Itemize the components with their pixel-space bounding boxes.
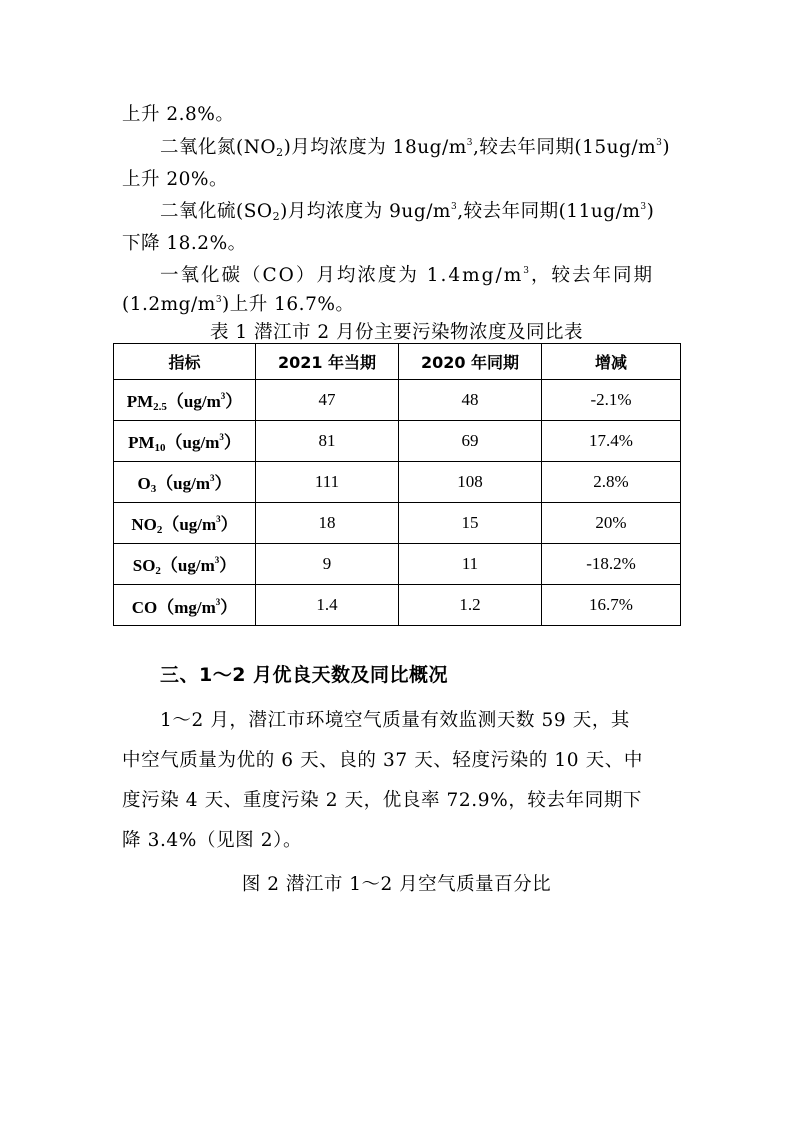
text-segment: (1.2mg/m xyxy=(122,294,216,315)
text-line: 下降 18.2%。 xyxy=(122,233,247,254)
text-segment: ,较去年同期(11ug/m xyxy=(457,201,641,222)
header-indicator: 指标 xyxy=(114,344,256,380)
change-cell: 17.4% xyxy=(542,421,681,462)
table-row xyxy=(114,544,681,585)
indicator-cell: $PM_{10}(ug/m^3)$ xyxy=(114,421,256,462)
subscript: 2 xyxy=(276,146,284,159)
text-segment: 一氧化碳（CO）月均浓度为 1.4mg/m xyxy=(160,265,524,286)
indicator-cell: $SO_2(ug/m^3)$ xyxy=(114,544,256,585)
text-segment: ，较去年同期 xyxy=(531,265,655,286)
superscript: 3 xyxy=(640,202,647,212)
text-segment: ,较去年同期(15ug/m xyxy=(472,137,657,158)
text-line: 上升 2.8%。 xyxy=(122,104,235,125)
table-header-row xyxy=(114,344,681,380)
header-current-year: 2021 年当期 xyxy=(256,344,399,380)
text-segment: )月均浓度为 18ug/m xyxy=(283,137,467,158)
indicator-cell: $PM_{2.5}(ug/m^3)$ xyxy=(114,380,256,421)
section-heading: 三、1～2 月优良天数及同比概况 xyxy=(160,664,449,686)
current-value-cell: 81 xyxy=(256,421,399,462)
figure-caption: 图 2 潜江市 1～2 月空气质量百分比 xyxy=(241,874,552,895)
previous-value-cell: 11 xyxy=(399,544,542,585)
section-line: 降 3.4%（见图 2）。 xyxy=(122,830,303,851)
current-value-cell: 111 xyxy=(256,462,399,503)
paragraph-so2-line2 xyxy=(122,229,682,255)
table-row xyxy=(114,462,681,503)
current-value-cell: 1.4 xyxy=(256,585,399,626)
table-row xyxy=(114,503,681,544)
superscript: 3 xyxy=(450,202,458,212)
superscript: 3 xyxy=(466,138,473,148)
current-value-cell: 18 xyxy=(256,503,399,544)
superscript: 3 xyxy=(656,138,663,148)
superscript: 3 xyxy=(215,295,223,305)
previous-value-cell: 48 xyxy=(399,380,542,421)
previous-value-cell: 108 xyxy=(399,462,542,503)
subscript: 2 xyxy=(272,210,281,223)
paragraph-no2-line2 xyxy=(122,165,682,191)
section-line: 1～2 月，潜江市环境空气质量有效监测天数 59 天，其 xyxy=(160,710,631,731)
indicator-cell: $O_3(ug/m^3)$ xyxy=(114,462,256,503)
header-change: 增减 xyxy=(542,344,681,380)
paragraph-no2 xyxy=(160,133,720,159)
paragraph-co xyxy=(160,261,720,287)
paragraph-co-line2 xyxy=(122,290,682,316)
change-cell: 20% xyxy=(542,503,681,544)
table-row xyxy=(114,421,681,462)
current-value-cell: 47 xyxy=(256,380,399,421)
previous-value-cell: 69 xyxy=(399,421,542,462)
previous-value-cell: 1.2 xyxy=(399,585,542,626)
header-previous-year: 2020 年同期 xyxy=(399,344,542,380)
text-line: 上升 20%。 xyxy=(122,169,229,190)
text-segment: ) xyxy=(662,137,671,158)
change-cell: -18.2% xyxy=(542,544,681,585)
indicator-cell: $NO_2(ug/m^3)$ xyxy=(114,503,256,544)
paragraph-o3-end xyxy=(122,100,682,126)
pollutant-table xyxy=(113,343,681,626)
paragraph-so2 xyxy=(160,197,720,223)
change-cell: 16.7% xyxy=(542,585,681,626)
text-segment: )月均浓度为 9ug/m xyxy=(280,201,451,222)
text-segment: 二氧化硫(SO xyxy=(160,201,273,222)
section-line: 中空气质量为优的 6 天、良的 37 天、轻度污染的 10 天、中 xyxy=(122,750,643,771)
table-caption: 表 1 潜江市 2 月份主要污染物浓度及同比表 xyxy=(209,322,584,343)
change-cell: -2.1% xyxy=(542,380,681,421)
indicator-cell: $CO(mg/m^3)$ xyxy=(114,585,256,626)
section-line: 度污染 4 天、重度污染 2 天，优良率 72.9%，较去年同期下 xyxy=(122,790,643,811)
text-segment: )上升 16.7%。 xyxy=(222,294,355,315)
superscript: 3 xyxy=(523,266,532,276)
text-segment: ) xyxy=(646,201,655,222)
change-cell: 2.8% xyxy=(542,462,681,503)
current-value-cell: 9 xyxy=(256,544,399,585)
table-row xyxy=(114,585,681,626)
text-segment: 二氧化氮(NO xyxy=(160,137,277,158)
table-row xyxy=(114,380,681,421)
previous-value-cell: 15 xyxy=(399,503,542,544)
